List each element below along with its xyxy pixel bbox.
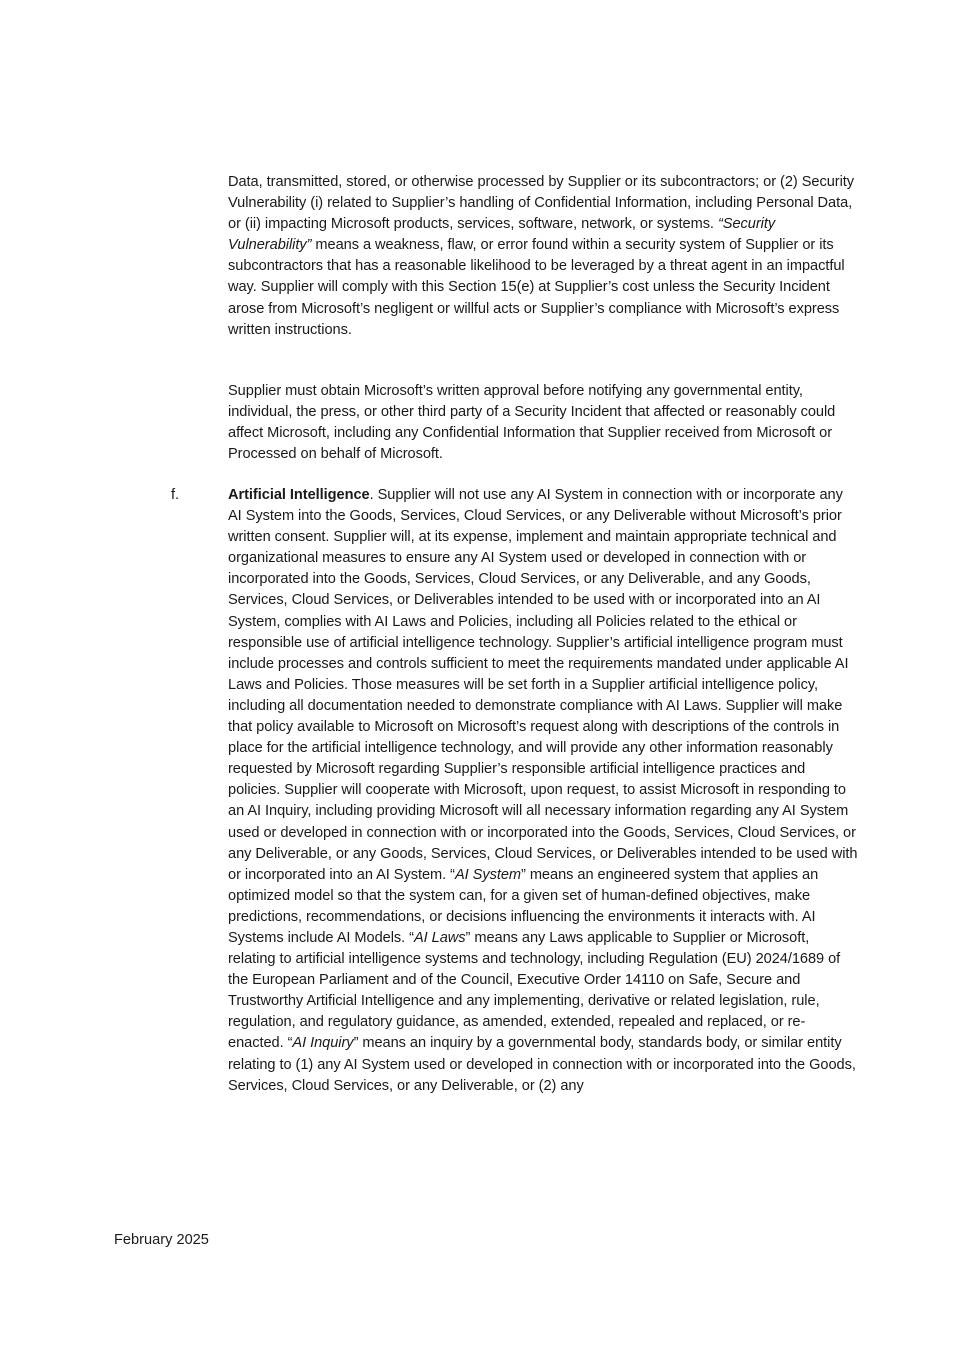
section-f-text-4: ” means an inquiry by a governmental body, standards body, or similar entity relating to (1) any AI System used or developed in connection with or incorporated into the Goods, Services, Cloud Services, or any Deliverable, or (2) any — [228, 1035, 856, 1094]
paragraph-security-vulnerability — [228, 172, 858, 341]
section-f-text-2: ” means an engineered system that applies an optimized model so that the system can, for a given set of human-defined objectives, make predictions, recommendations, or decisions influencing the environments it interacts with. AI Systems include AI Models. “ — [228, 866, 819, 946]
section-f-text-1: . Supplier will not use any AI System in connection with or incorporate any AI System into the Goods, Services, Cloud Services, or any Deliverable without Microsoft’s prior written consent. Supplier will, at its expense, implement and maintain appropriate technical and organizational measures to ensure any AI System used or developed in connection with or incorporated into the Goods, Services, Cloud Services, or any Deliverable, and any Goods, Services, Cloud Services, or Deliverables intended to be used with or incorporated into an AI System, complies with AI Laws and Policies, including all Policies related to the ethical or responsible use of artificial intelligence technology. Supplier’s artificial intelligence program must include processes and controls sufficient to meet the requirements mandated under applicable AI Laws and Policies. Those measures will be set forth in a Supplier artificial intelligence policy, including all documentation needed to demonstrate compliance with AI Laws. Supplier will make that policy available to Microsoft on Microsoft’s request along with descriptions of the controls in place for the artificial intelligence technology, and will provide any other information reasonably requested by Microsoft regarding Supplier’s responsible artificial intelligence practices and policies. Supplier will cooperate with Microsoft, upon request, to assist Microsoft in responding to an AI Inquiry, including providing Microsoft will all necessary information regarding any AI System used or developed in connection with or incorporated into the Goods, Services, Cloud Services, or any Deliverable, or any Goods, Services, Cloud Services, or Deliverables intended to be used with or incorporated into an AI System. “ — [228, 487, 858, 883]
term-ai-inquiry: AI Inquiry — [292, 1035, 354, 1052]
paragraph-approval-notification: Supplier must obtain Microsoft’s written approval before notifying any governmental entity, individual, the press, or other third party of a Security Incident that affected or reasonably could affect Microsoft, including any Confidential Information that Supplier received from Microsoft or Processed on behalf of Microsoft. — [228, 383, 836, 463]
term-security-vulnerability: “Security Vulnerability” — [228, 216, 776, 254]
para1-text-before: Data, transmitted, stored, or otherwise processed by Supplier or its subcontractors; or (2) Security Vulnerability (i) related to Supplier’s handling of Confidential Information, including Personal Data, or (ii) impacting Microsoft products, services, software, network, or systems. — [228, 174, 855, 233]
term-ai-system: AI System — [454, 866, 522, 883]
footer-date: February 2025 — [114, 1232, 209, 1248]
para1-text-after: means a weakness, flaw, or error found within a security system of Supplier or its subcontractors that has a reasonable likelihood to be leveraged by a threat agent in an impactful way. Supplier will comply with this Section 15(e) at Supplier’s cost unless the Security Incident arose from Microsoft’s negligent or willful acts or Supplier’s compliance with Microsoft’s express written instructions. — [228, 237, 845, 338]
section-f-marker: f. — [171, 487, 180, 503]
term-ai-laws: AI Laws — [413, 929, 466, 946]
section-f-text-3: ” means any Laws applicable to Supplier or Microsoft, relating to artificial intelligence systems and technology, including Regulation (EU) 2024/1689 of the European Parliament and of the Council, Executive Order 14110 on Safe, Secure and Trustworthy Artificial Intelligence and any implementing, derivative or related legislation, rule, regulation, and regulatory guidance, as amended, extended, repealed and replaced, or re-enacted. “ — [228, 929, 841, 1052]
section-f-heading: Artificial Intelligence — [228, 487, 370, 503]
section-f-artificial-intelligence — [228, 485, 858, 1097]
